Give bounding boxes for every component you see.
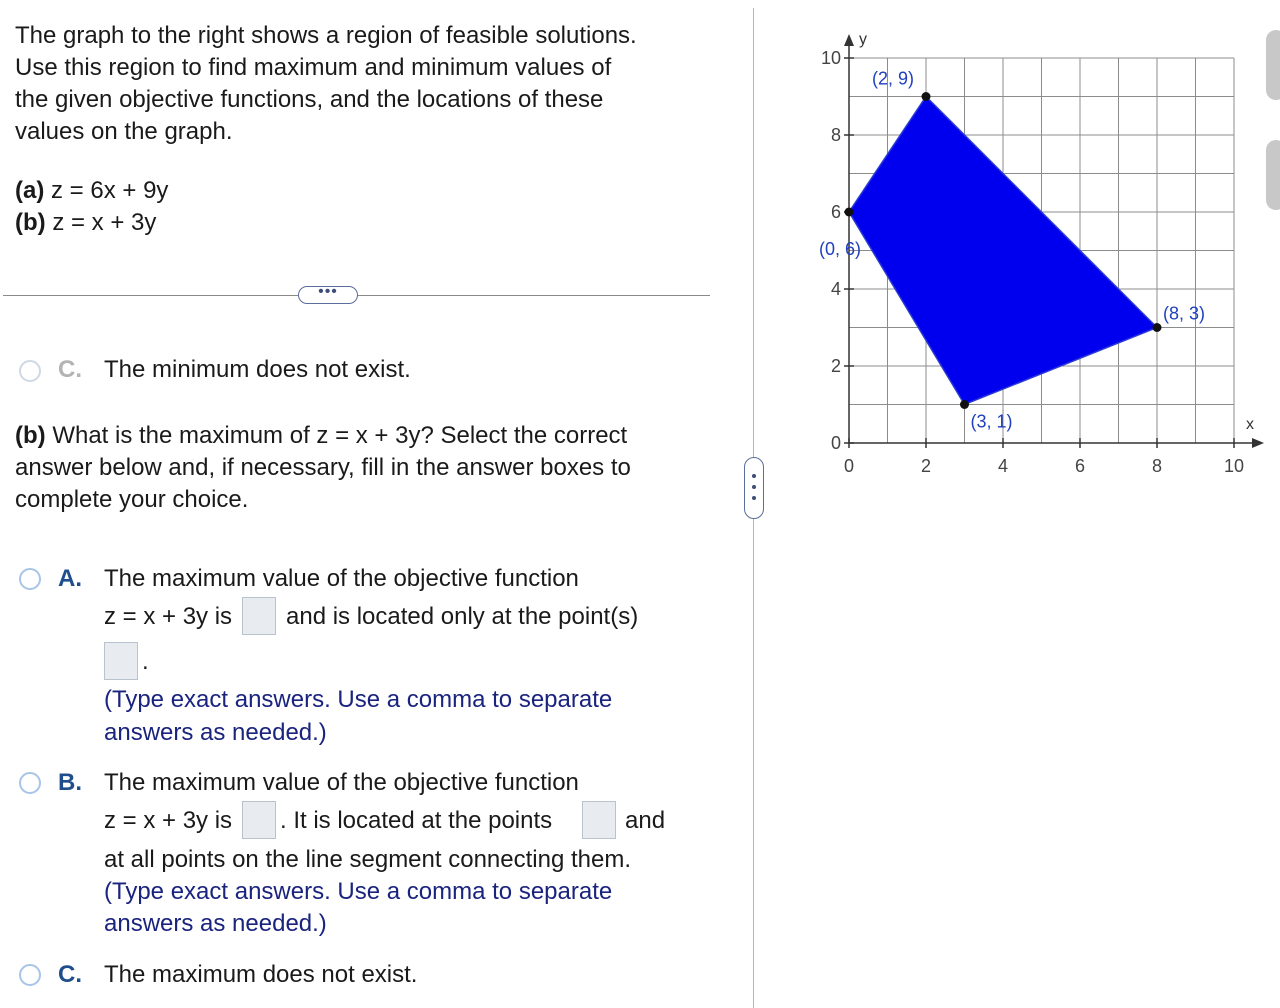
- y-tick-label: 2: [830, 356, 841, 376]
- part-b-label: (b): [15, 209, 46, 236]
- part-b-question-line: complete your choice.: [15, 486, 249, 513]
- x-tick-label: 4: [997, 456, 1009, 476]
- y-axis-label: y: [859, 31, 867, 48]
- y-tick-label: 4: [830, 279, 841, 299]
- option-a-hint-line2: answers as needed.): [104, 719, 327, 746]
- intro-line: values on the graph.: [15, 118, 233, 145]
- option-a-letter: A.: [58, 565, 82, 592]
- intro-line: Use this region to find maximum and minimum values of: [15, 54, 612, 81]
- x-tick-label: 2: [920, 456, 932, 476]
- vertex-label: (0, 6): [819, 239, 862, 259]
- option-a-line2-post: and is located only at the point(s): [286, 603, 639, 630]
- vertex-point: [1153, 323, 1162, 332]
- intro-line: the given objective functions, and the locations of these: [15, 86, 604, 113]
- y-tick-label: 0: [830, 433, 841, 453]
- x-axis-label: x: [1246, 416, 1254, 433]
- option-b-line2-mid: . It is located at the points: [280, 807, 553, 834]
- vertex-label: (8, 3): [1163, 303, 1206, 324]
- y-tick-label: 10: [820, 48, 841, 68]
- part-a-expr: z = 6x + 9y: [51, 177, 169, 204]
- part-b-question-line: What is the maximum of z = x + 3y? Select the correct: [52, 422, 628, 449]
- option-b-hint-line1: (Type exact answers. Use a comma to separate: [104, 878, 613, 905]
- y-tick-label: 8: [830, 125, 841, 145]
- option-a-hint-line1: (Type exact answers. Use a comma to separate: [104, 686, 613, 713]
- vertex-label: (2, 9): [872, 68, 915, 89]
- option-b-line2-post: and: [625, 807, 666, 834]
- min-option-c-letter: C.: [58, 356, 82, 383]
- option-b-line2-pre: z = x + 3y is: [104, 807, 233, 834]
- part-b-question-label: (b): [15, 422, 46, 449]
- vertex-point: [922, 92, 931, 101]
- vertex-point: [960, 400, 969, 409]
- part-b-expr: z = x + 3y: [52, 209, 157, 236]
- x-tick-label: 6: [1074, 456, 1086, 476]
- option-b-line3: at all points on the line segment connecting them.: [104, 846, 631, 873]
- y-axis-arrow: [844, 34, 854, 46]
- y-tick-label: 6: [830, 202, 841, 222]
- x-tick-label: 8: [1151, 456, 1163, 476]
- option-b-line1: The maximum value of the objective function: [104, 769, 579, 796]
- x-axis-arrow: [1252, 438, 1264, 448]
- option-a-line2-pre: z = x + 3y is: [104, 603, 233, 630]
- vertex-point: [845, 208, 854, 217]
- option-a-line1: The maximum value of the objective function: [104, 565, 579, 592]
- expand-collapsed-button[interactable]: •••: [298, 286, 358, 304]
- intro-line: The graph to the right shows a region of feasible solutions.: [15, 22, 637, 49]
- part-b-question-line: answer below and, if necessary, fill in the answer boxes to: [15, 454, 631, 481]
- option-a-period: .: [142, 648, 149, 675]
- option-b-letter: B.: [58, 769, 82, 796]
- option-c-text: The maximum does not exist.: [104, 961, 418, 988]
- option-b-hint-line2: answers as needed.): [104, 910, 327, 937]
- part-a-label: (a): [15, 177, 45, 204]
- x-tick-label: 0: [843, 456, 855, 476]
- min-option-c-text: The minimum does not exist.: [104, 356, 411, 383]
- option-c-letter: C.: [58, 961, 82, 988]
- vertex-label: (3, 1): [970, 411, 1013, 432]
- x-tick-label: 10: [1223, 456, 1245, 476]
